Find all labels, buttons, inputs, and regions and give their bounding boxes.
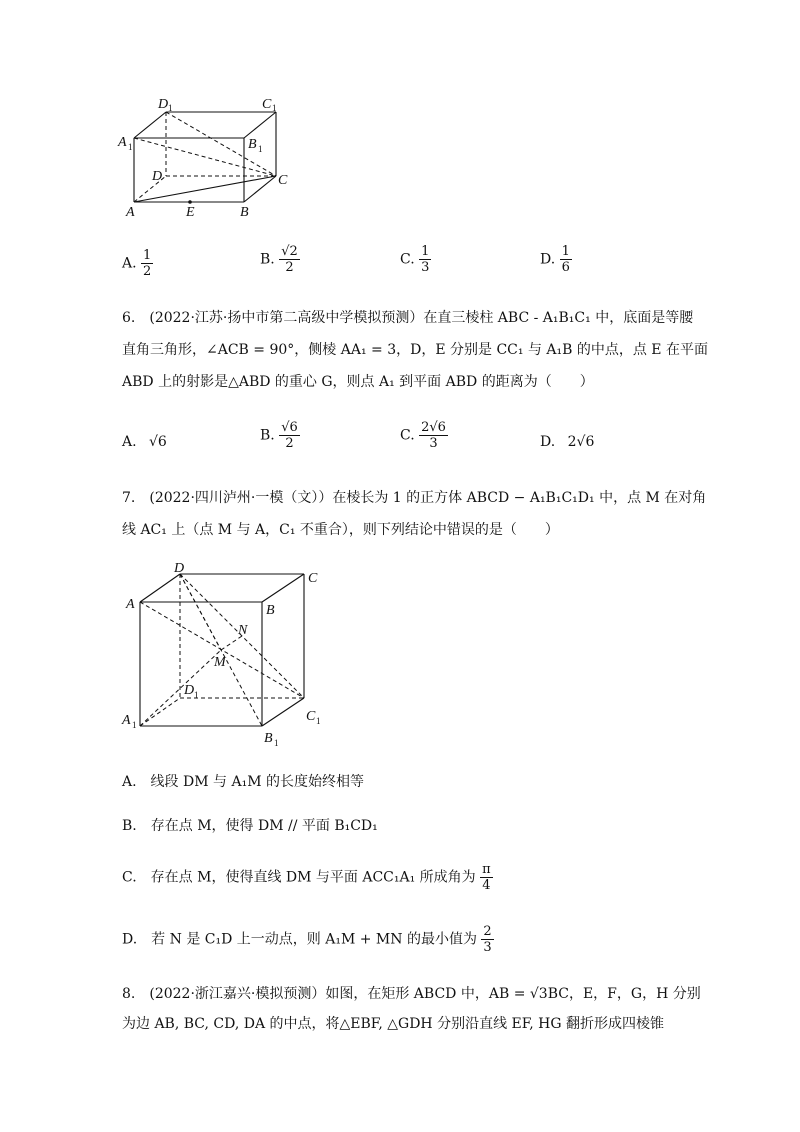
label-d: D (152, 169, 163, 184)
option-text: C. 存在点 M，使得直线 DM 与平面 ACC₁A₁ 所成角为 (122, 869, 476, 886)
q6-line-1: 6. (2022·江苏·扬中市第二高级中学模拟预测）在直三棱柱 ABC - A₁B₁C₁ 中，底面是等腰 (122, 310, 694, 326)
q5-option-d[interactable] (540, 244, 572, 275)
option-value: 2√6 (567, 434, 595, 450)
q7-option-b[interactable]: B. 存在点 M，使得 DM // 平面 B₁CD₁ (122, 818, 378, 834)
q7-line-1: 7. (2022·四川泸州·一模（文））在棱长为 1 的正方体 ABCD − A₁B₁C₁D₁ 中，点 M 在对角 (122, 490, 707, 506)
q7-option-d[interactable] (122, 924, 494, 955)
point-e (188, 200, 192, 204)
edge-b1c1 (244, 112, 276, 138)
q8-line-1: 8. (2022·浙江嘉兴·模拟预测）如图，在矩形 ABCD 中，AB = √3BC，E，F，G，H 分别 (122, 986, 701, 1002)
q7-line-2: 线 AC₁ 上（点 M 与 A，C₁ 不重合），则下列结论中错误的是（ ） (122, 522, 559, 538)
svg-text:1: 1 (316, 716, 321, 726)
fraction: $\frac{2√6}{3}$ (421, 420, 446, 451)
option-value: √6 (149, 434, 167, 450)
q6-option-a[interactable] (122, 434, 167, 450)
option-letter: B. (260, 427, 275, 444)
label-d1: D (158, 97, 169, 112)
hidden-edge-a1d1 (140, 698, 180, 726)
option-letter: A. (122, 255, 137, 272)
prism-figure (110, 90, 310, 225)
svg-text:1: 1 (168, 103, 173, 113)
edge-ad (140, 574, 180, 602)
label-a: A (126, 597, 135, 612)
edge-b1c1 (262, 698, 304, 726)
label-a1: A (122, 713, 131, 728)
line-mn (221, 636, 242, 650)
label-a: A (126, 205, 135, 220)
q6-option-c[interactable] (400, 420, 448, 451)
q6-line-3: ABD 上的射影是△ABD 的重心 G，则点 A₁ 到平面 ABD 的距离为（ ） (122, 374, 594, 390)
edge-a1d1 (134, 112, 166, 138)
q6-line-2: 直角三角形，∠ACB = 90°，侧棱 AA₁ = 3，D，E 分别是 CC₁ 与 A₁B 的中点，点 E 在平面 (122, 342, 708, 358)
svg-text:1: 1 (274, 738, 279, 748)
fraction: $\frac{1}{6}$ (561, 244, 570, 275)
svg-text:1: 1 (132, 720, 137, 730)
fraction: $\frac{√2}{2}$ (281, 244, 298, 275)
q7-option-c[interactable] (122, 862, 493, 893)
label-c1: C (262, 97, 272, 112)
q8-line-2: 为边 AB, BC, CD, DA 的中点，将△EBF, △GDH 分别沿直线 EF, HG 翻折形成四棱锥 (122, 1016, 665, 1032)
label-a1: A (118, 135, 127, 150)
svg-text:1: 1 (128, 142, 133, 152)
q6-option-b[interactable] (260, 420, 300, 451)
label-c: C (308, 571, 318, 586)
q5-option-b[interactable] (260, 244, 300, 275)
label-m: M (214, 655, 226, 670)
svg-text:1: 1 (272, 103, 277, 113)
fraction: $\frac{√6}{2}$ (281, 420, 298, 451)
fraction: $\frac{1}{2}$ (143, 248, 152, 279)
label-c1: C (306, 709, 316, 724)
label-d: D (174, 561, 185, 576)
option-letter: A. (122, 434, 137, 450)
label-c: C (278, 173, 288, 188)
q5-option-c[interactable] (400, 244, 431, 275)
label-e: E (186, 205, 195, 220)
option-letter: C. (400, 251, 415, 268)
option-letter: D. (540, 434, 556, 450)
edge-bc (244, 176, 276, 202)
svg-text:1: 1 (258, 144, 263, 154)
label-n: N (238, 623, 248, 638)
q6-option-d[interactable] (540, 434, 594, 450)
edge-bc (262, 574, 304, 602)
cube-figure (118, 560, 338, 750)
fraction: $\frac{1}{3}$ (421, 244, 430, 275)
option-letter: C. (400, 427, 415, 444)
fraction: $\frac{\pi}{4}$ (482, 862, 491, 893)
label-d1: D (184, 683, 195, 698)
q7-option-a[interactable]: A. 线段 DM 与 A₁M 的长度始终相等 (122, 774, 364, 790)
label-b1: B (248, 137, 257, 152)
option-text: D. 若 N 是 C₁D 上一动点，则 A₁M + MN 的最小值为 (122, 931, 477, 948)
option-letter: D. (540, 251, 556, 268)
q5-option-a[interactable] (122, 248, 153, 279)
fraction: $\frac{2}{3}$ (483, 924, 492, 955)
option-letter: B. (260, 251, 275, 268)
label-b: B (240, 205, 249, 220)
label-b: B (266, 603, 275, 618)
svg-text:1: 1 (194, 690, 199, 700)
label-b1: B (264, 731, 273, 746)
